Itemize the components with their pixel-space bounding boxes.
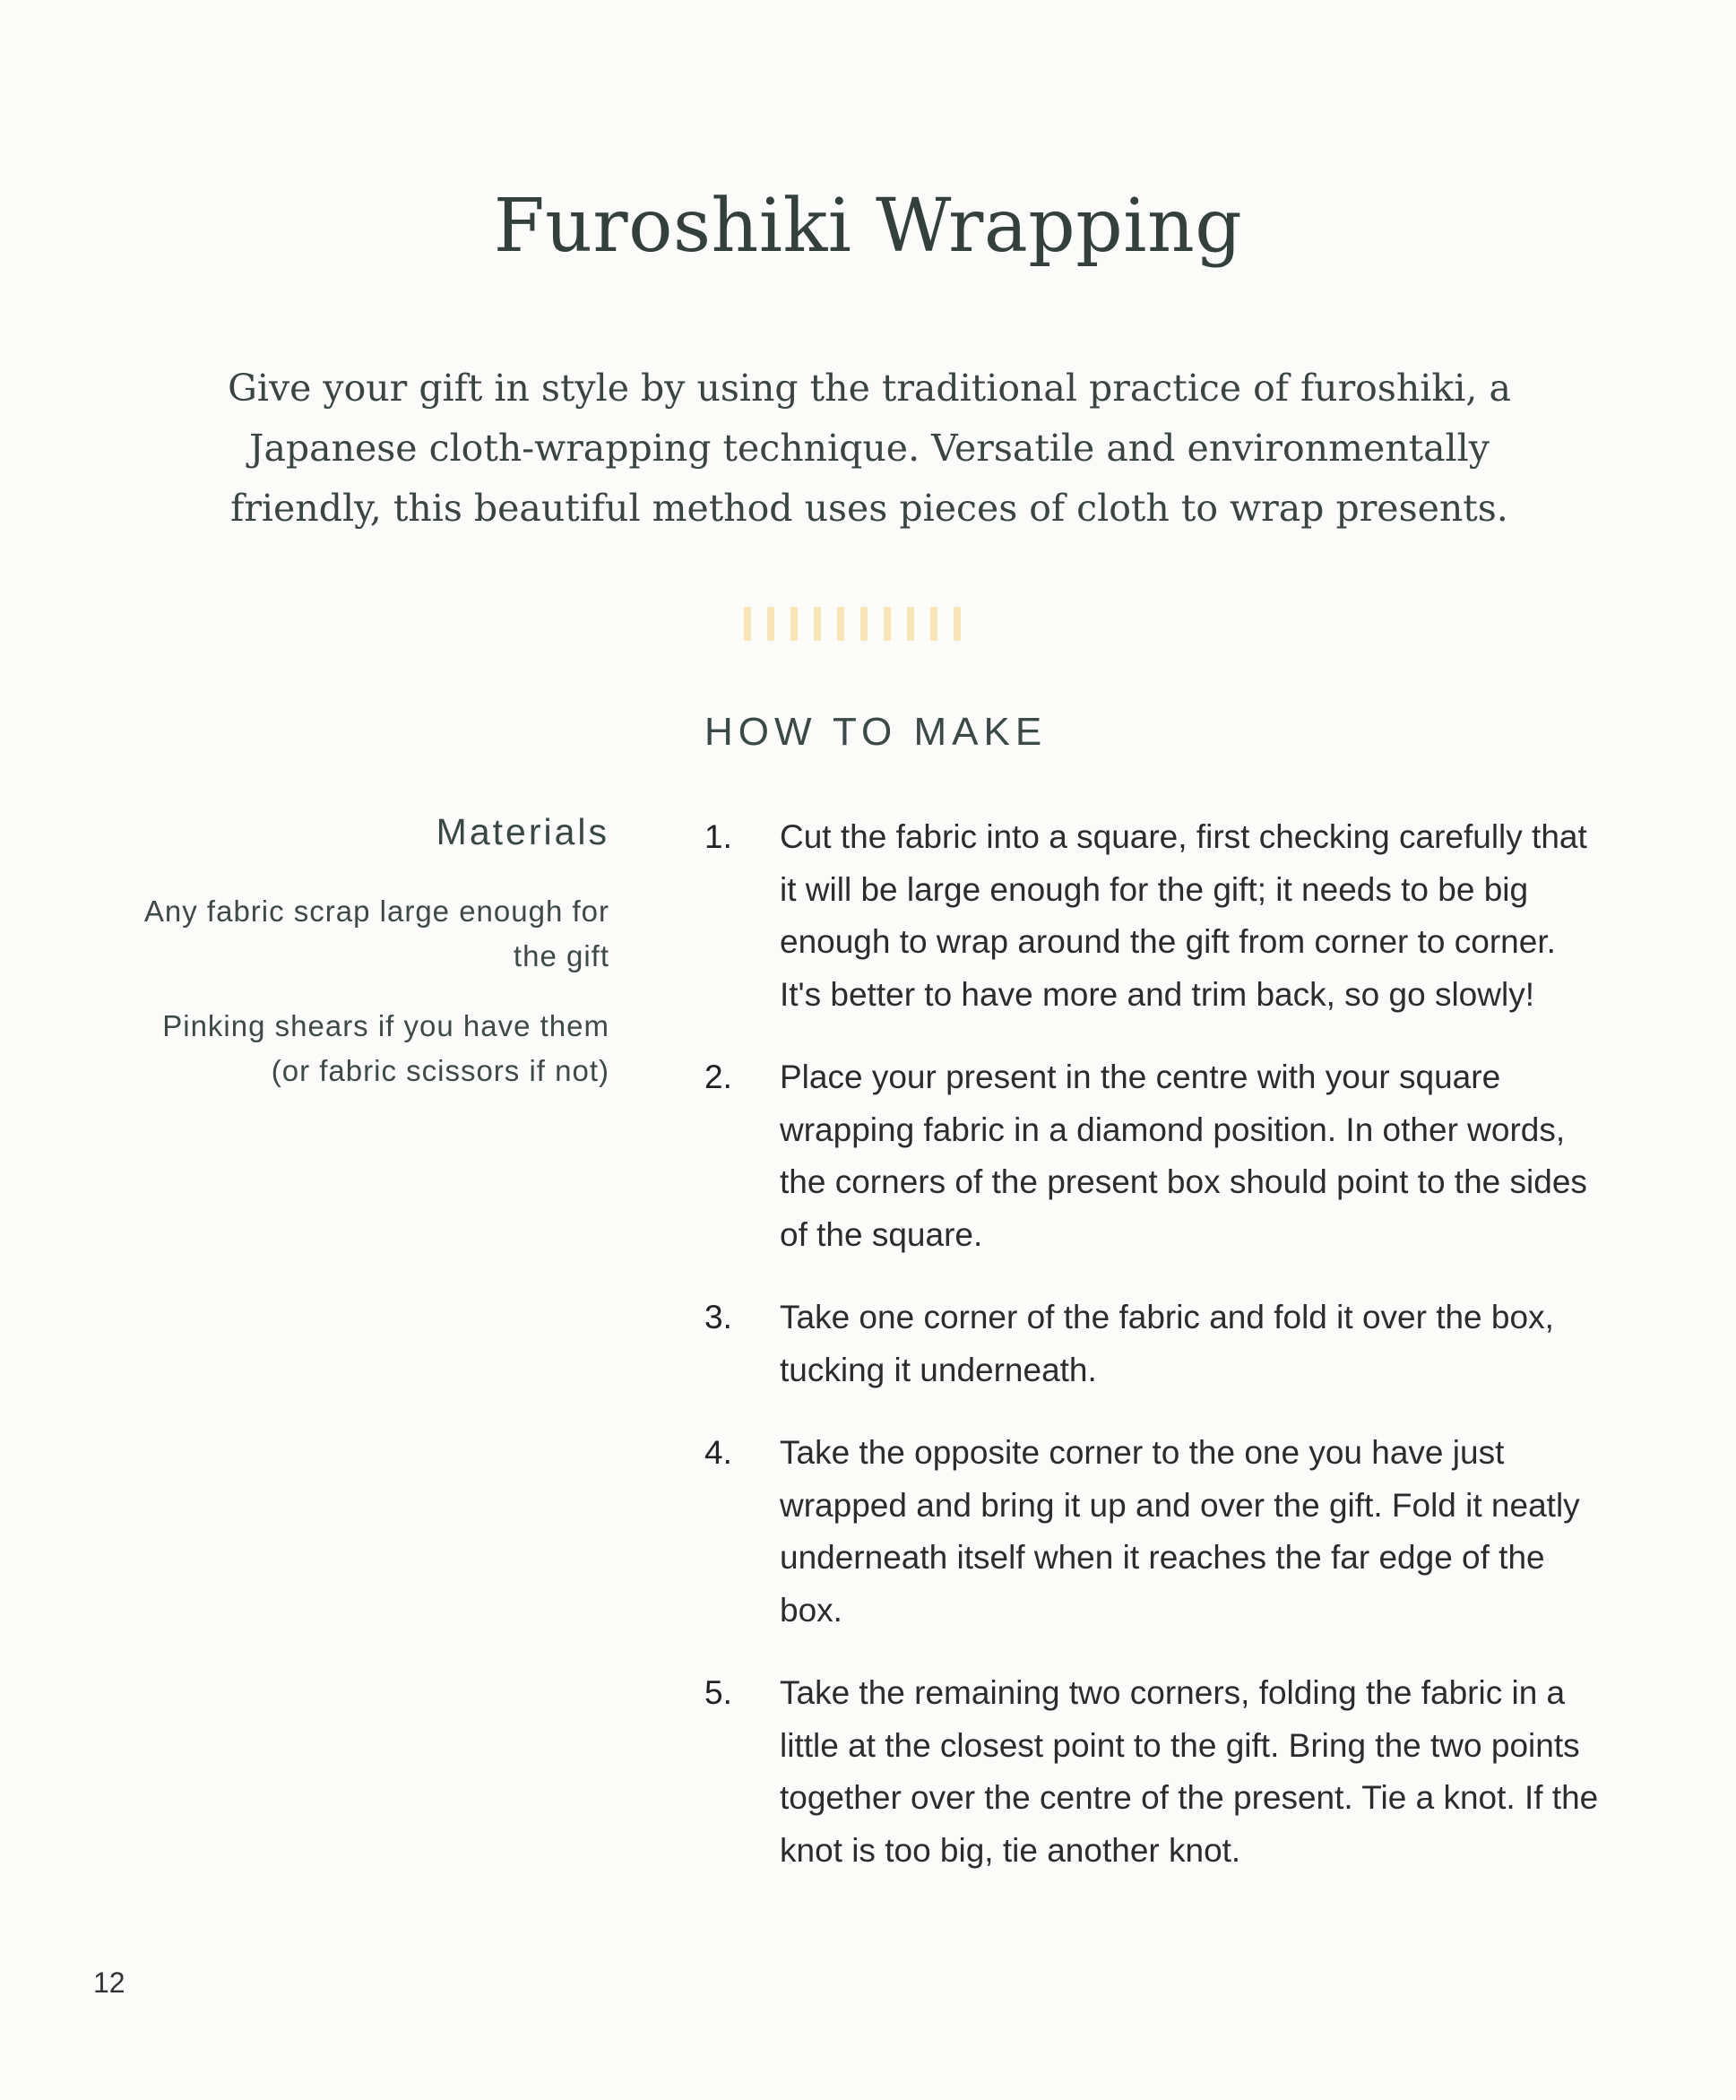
step-number: 4. — [704, 1434, 732, 1471]
divider-stripe — [790, 607, 798, 641]
step-number: 2. — [704, 1059, 732, 1095]
divider-stripe — [744, 607, 751, 641]
step-text: Take one corner of the fabric and fold it over the box, tucking it underneath. — [780, 1299, 1554, 1388]
material-item: Pinking shears if you have them (or fabric scissors if not) — [162, 1009, 609, 1087]
how-to-make-heading: HOW TO MAKE — [704, 710, 1048, 754]
divider-stripe — [954, 607, 961, 641]
steps-list — [704, 811, 1601, 1907]
intro-paragraph: Give your gift in style by using the traditional practice of furoshiki, a Japanese cloth-wrapping technique. Versatile and environmentally friendly, this beautiful method uses pieces of cloth to wrap presents. — [228, 367, 1511, 530]
materials-column — [125, 811, 609, 1119]
step-text: Place your present in the centre with your square wrapping fabric in a diamond position. In other words, the corners of the present box should point to the sides of the square. — [780, 1059, 1587, 1253]
page-title: Furoshiki Wrapping — [493, 184, 1243, 269]
page-number: 12 — [93, 1966, 125, 1999]
step-number: 3. — [704, 1299, 732, 1335]
step-number: 5. — [704, 1674, 732, 1711]
step-item — [704, 1427, 1601, 1637]
divider-stripe — [814, 607, 821, 641]
step-number: 1. — [704, 818, 732, 855]
materials-heading: Materials — [436, 811, 609, 852]
step-item — [704, 1051, 1601, 1261]
divider-stripe — [837, 607, 844, 641]
divider-stripe — [930, 607, 937, 641]
material-item: Any fabric scrap large enough for the gift — [143, 894, 609, 972]
divider-stripe — [767, 607, 774, 641]
divider-stripe — [860, 607, 868, 641]
decorative-divider — [744, 606, 1004, 642]
divider-stripe — [907, 607, 914, 641]
divider-stripe — [884, 607, 891, 641]
step-item — [704, 1667, 1601, 1877]
step-text: Take the remaining two corners, folding the fabric in a little at the closest point to the gift. Bring the two points together over the centre of the present. Tie a knot. If the knot is too big, tie another knot. — [780, 1674, 1599, 1869]
step-item — [704, 1292, 1601, 1396]
step-text: Take the opposite corner to the one you have just wrapped and bring it up and over the gift. Fold it neatly underneath itself when it reaches the far edge of the box. — [780, 1434, 1580, 1629]
step-text: Cut the fabric into a square, first checking carefully that it will be large enough for the gift; it needs to be big enough to wrap around the gift from corner to corner. It's better to have more and trim back, so go slowly! — [780, 818, 1587, 1013]
step-item — [704, 811, 1601, 1021]
